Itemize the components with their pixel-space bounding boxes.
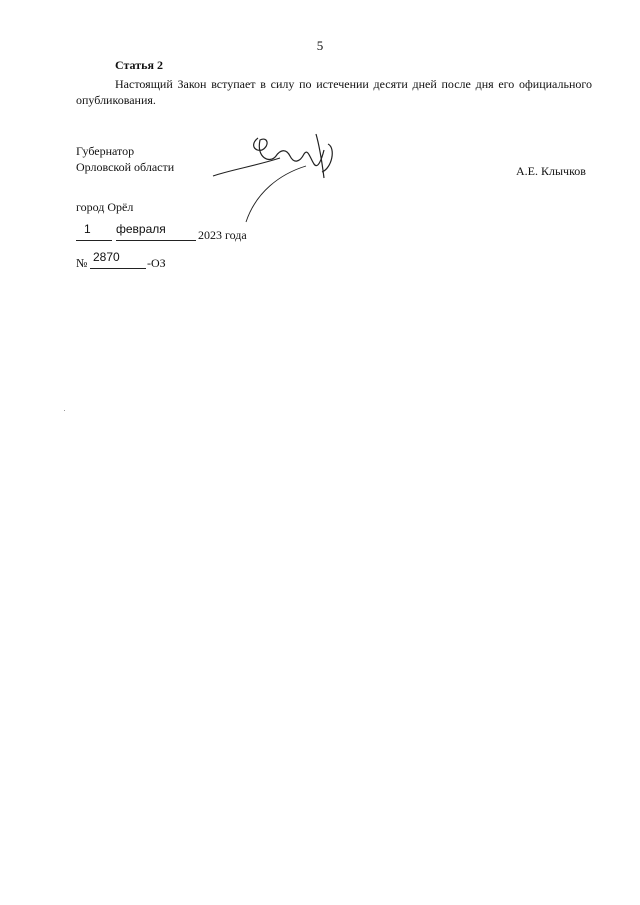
date-day: 1 xyxy=(84,222,91,236)
governor-signature xyxy=(210,128,350,228)
page-number: 5 xyxy=(316,38,324,53)
law-number-suffix: -ОЗ xyxy=(147,256,166,270)
article-text: Настоящий Закон вступает в силу по истечении десяти дней после дня его официального опубликования. xyxy=(76,77,592,107)
law-date xyxy=(76,222,276,248)
date-month-underline xyxy=(116,240,196,241)
number-underline xyxy=(90,268,146,269)
city-name: город Орёл xyxy=(76,200,134,214)
law-number-value: 2870 xyxy=(93,250,120,264)
article-title: Статья 2 xyxy=(115,58,163,72)
governor-title-line2: Орловской области xyxy=(76,160,175,174)
date-day-underline xyxy=(76,240,112,241)
law-number xyxy=(76,250,196,276)
number-sign: № xyxy=(76,256,88,270)
governor-name: А.Е. Клычков xyxy=(516,164,586,178)
governor-title-line1: Губернатор xyxy=(76,144,135,158)
scan-speck xyxy=(64,410,65,411)
date-month: февраля xyxy=(116,222,166,236)
date-year: 2023 года xyxy=(198,228,247,242)
